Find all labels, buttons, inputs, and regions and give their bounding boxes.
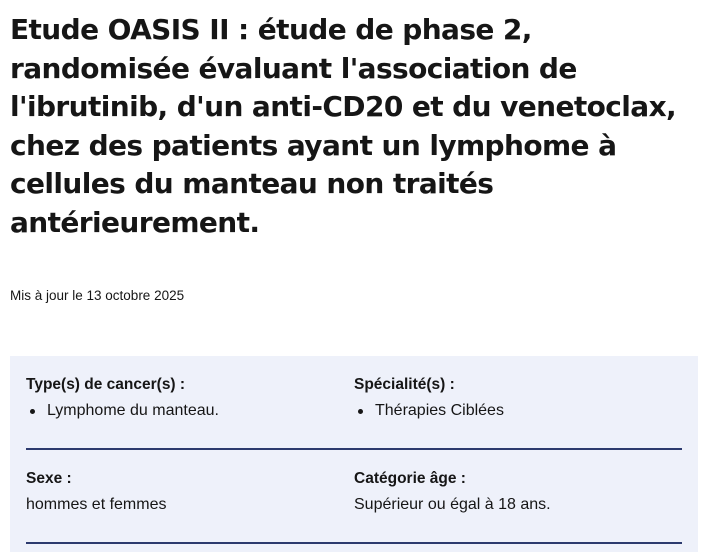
specialty-label: Spécialité(s) : <box>354 376 455 393</box>
sex-value: hommes et femmes <box>26 496 167 513</box>
info-row-cancer-specialty <box>26 374 682 450</box>
specialty-field <box>354 374 674 422</box>
age-value: Supérieur ou égal à 18 ans. <box>354 496 551 513</box>
bullet-icon <box>30 409 35 414</box>
specialty-value: Thérapies Ciblées <box>375 402 504 419</box>
cancer-type-field <box>26 374 346 422</box>
updated-date: Mis à jour le 13 octobre 2025 <box>10 288 185 303</box>
page-title: Etude OASIS II : étude de phase 2, randomisée évaluant l'association de l'ibrutinib, d'un anti-CD20 et du venetoclax, chez des patients ayant un lymphome à cellules du manteau non traités antérieurement. <box>10 13 677 239</box>
cancer-type-label: Type(s) de cancer(s) : <box>26 376 186 393</box>
list-item <box>26 400 346 422</box>
sex-label: Sexe : <box>26 470 72 487</box>
info-row-sex-age <box>26 468 682 544</box>
cancer-type-value: Lymphome du manteau. <box>47 402 219 419</box>
trial-info-card <box>10 356 698 552</box>
bullet-icon <box>358 409 363 414</box>
age-label: Catégorie âge : <box>354 470 466 487</box>
list-item <box>354 400 674 422</box>
specialty-list <box>354 400 674 422</box>
sex-field <box>26 468 346 516</box>
age-field <box>354 468 674 516</box>
cancer-type-list <box>26 400 346 422</box>
